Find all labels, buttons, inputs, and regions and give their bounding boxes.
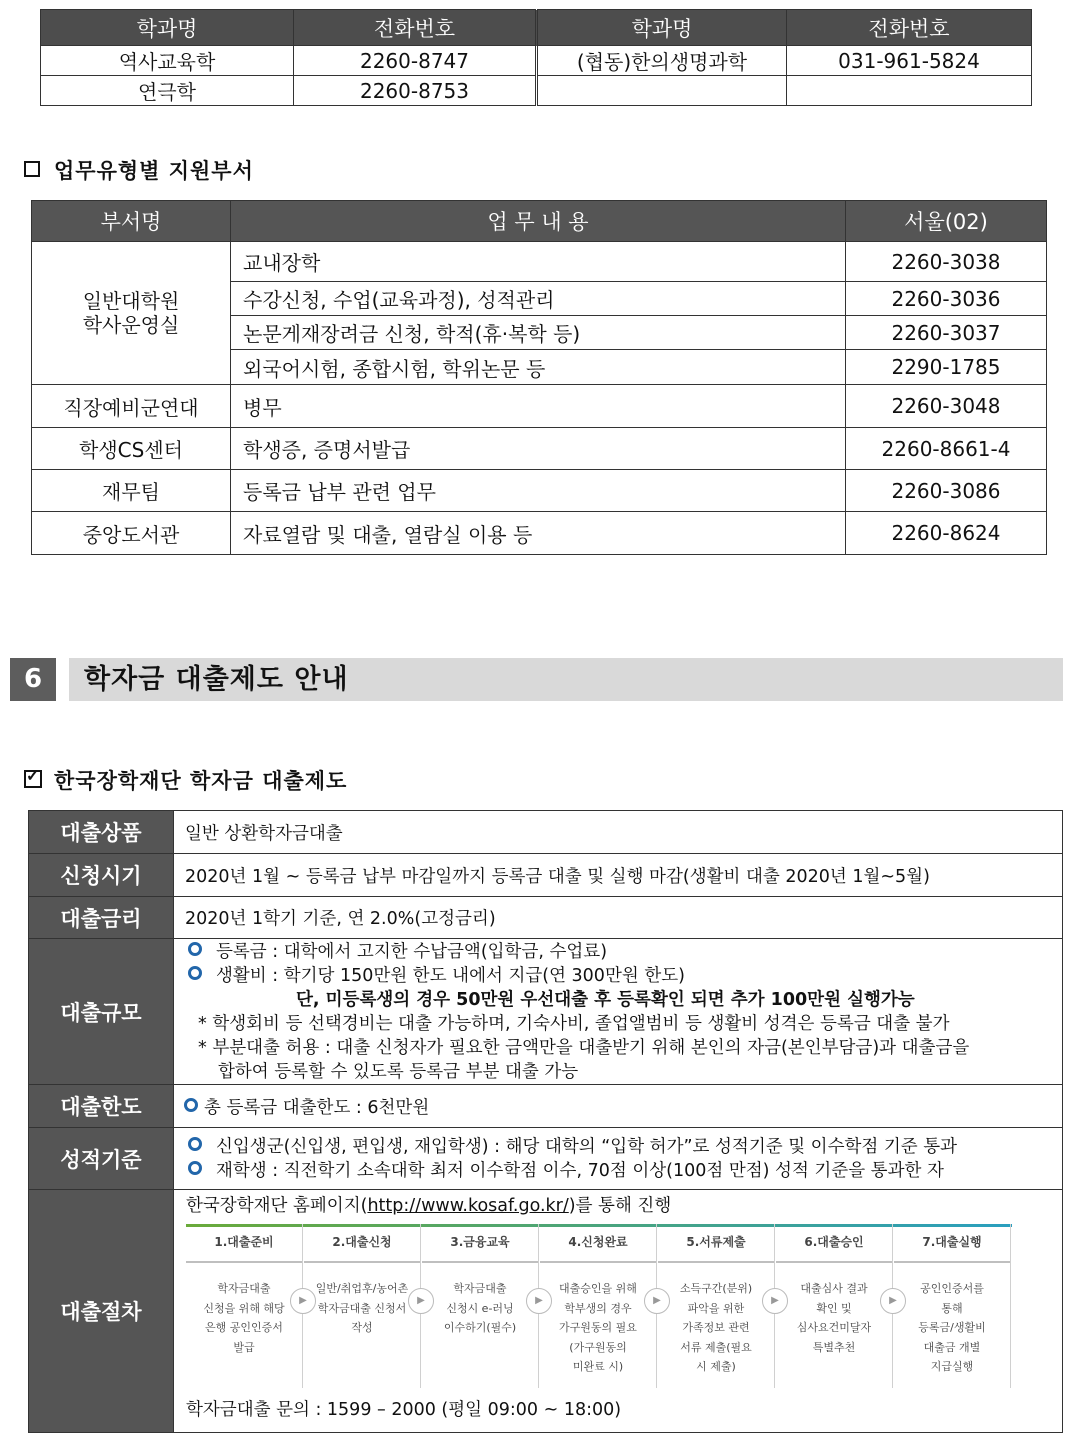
scale-item: 생활비 : 학기당 150만원 한도 내에서 지급(연 300만원 한도) [216, 965, 685, 986]
step-description [540, 1263, 656, 1377]
circle-bullet-icon [184, 1098, 198, 1112]
phone-number: 2260-3086 [846, 470, 1047, 512]
dept-name: 일반대학원 학사운영실 [32, 242, 231, 385]
step-line: 파악을 위한 [687, 1301, 745, 1315]
task: 논문게재장려금 신청, 학적(휴·복학 등) [231, 316, 846, 350]
table-row [29, 854, 1063, 897]
section-number: 6 [10, 658, 56, 701]
square-bullet-icon [24, 161, 40, 177]
play-arrow-icon: ▶ [526, 1288, 552, 1314]
table-row [32, 512, 1047, 555]
department-phone-table [40, 9, 1032, 106]
step-line: 미완료 시) [572, 1360, 624, 1373]
table-row [29, 1085, 1063, 1128]
scale-bold-note: 단, 미등록생의 경우 50만원 우선대출 후 등록확인 되면 추가 100만원 실행가능 [296, 989, 915, 1010]
step-line: 일반/취업후/농어촌 [315, 1282, 409, 1295]
step-line: 작성 [351, 1321, 373, 1334]
scale-note: * 학생회비 등 선택경비는 대출 가능하며, 기숙사비, 졸업앨범비 등 생활비 성격은 등록금 대출 불가 [198, 1013, 950, 1034]
play-arrow-icon: ▶ [290, 1288, 316, 1314]
step-line: 심사요건미달자 [796, 1321, 872, 1334]
task: 수강신청, 수업(교육과정), 성적관리 [231, 282, 846, 316]
step-description [894, 1263, 1010, 1377]
step-line: 대출승인을 위해 [559, 1282, 637, 1295]
table-row [41, 46, 1032, 76]
task: 병무 [231, 385, 846, 428]
step-title: 4.신청완료 [540, 1224, 656, 1263]
loan-section-heading [24, 765, 347, 795]
kosaf-link[interactable]: http://www.kosaf.go.kr/ [367, 1196, 569, 1216]
row-label: 대출규모 [29, 939, 174, 1085]
loan-period: 2020년 1월 ~ 등록금 납부 마감일까지 등록금 대출 및 실행 마감(생활비 대출 2020년 1월~5월) [174, 854, 1063, 897]
phone-number [787, 76, 1032, 106]
task: 교내장학 [231, 242, 846, 282]
step-title: 2.대출신청 [304, 1224, 420, 1263]
support-section-heading [24, 155, 254, 185]
row-label: 성적기준 [29, 1128, 174, 1190]
step-title: 3.금융교육 [422, 1224, 538, 1263]
dept-name: 학생CS센터 [32, 428, 231, 470]
phone-number: 031-961-5824 [787, 46, 1032, 76]
dept-name: (협동)한의생명과학 [537, 46, 787, 76]
step-line: (가구원동의 [569, 1340, 627, 1354]
phone-number: 2260-8624 [846, 512, 1047, 555]
table-row [32, 428, 1047, 470]
step-line: 서류 제출(필요 [680, 1340, 752, 1354]
step-line: 등록금/생활비 [918, 1321, 986, 1334]
step-line: 대출금 개별 [923, 1340, 981, 1354]
support-section-title: 업무유형별 지원부서 [54, 158, 254, 183]
step-line: 시 제출) [696, 1360, 736, 1373]
procedure-step [894, 1224, 1011, 1388]
circle-bullet-icon [188, 966, 202, 980]
scale-note: 합하여 등록할 수 있도록 등록금 부분 대출 가능 [218, 1061, 579, 1082]
procedure-intro: 한국장학재단 홈페이지(http://www.kosaf.go.kr/)를 통해 진행 [186, 1196, 672, 1216]
table-row [32, 470, 1047, 512]
loan-rate: 2020년 1학기 기준, 연 2.0%(고정금리) [174, 897, 1063, 939]
table-row [29, 1128, 1063, 1190]
loan-product: 일반 상환학자금대출 [174, 811, 1063, 854]
procedure-step [540, 1224, 657, 1388]
phone-number: 2260-8753 [294, 76, 537, 106]
support-dept-table [31, 200, 1047, 555]
checkbox-checked-icon [24, 770, 42, 788]
table-row [29, 897, 1063, 939]
loan-info-table [28, 810, 1063, 1433]
step-line: 신청을 위해 해당 [203, 1301, 285, 1315]
dept-name [537, 76, 787, 106]
col-header: 서울(02) [846, 201, 1047, 242]
phone-number: 2290-1785 [846, 350, 1047, 385]
loan-limit: 총 등록금 대출한도 : 6천만원 [174, 1085, 1063, 1128]
dept-name: 연극학 [41, 76, 294, 106]
row-label: 신청시기 [29, 854, 174, 897]
row-label: 대출한도 [29, 1085, 174, 1128]
row-label: 대출상품 [29, 811, 174, 854]
col-header: 학과명 [537, 10, 787, 46]
dept-name: 중앙도서관 [32, 512, 231, 555]
scale-item: 등록금 : 대학에서 고지한 수납금액(입학금, 수업료) [216, 941, 608, 962]
table-row [29, 811, 1063, 854]
col-header: 전화번호 [294, 10, 537, 46]
section-title: 학자금 대출제도 안내 [84, 664, 349, 695]
dept-name: 역사교육학 [41, 46, 294, 76]
step-description [422, 1263, 538, 1338]
table-row [32, 242, 1047, 282]
task: 자료열람 및 대출, 열람실 이용 등 [231, 512, 846, 555]
circle-bullet-icon [188, 942, 202, 956]
table-row [32, 385, 1047, 428]
task: 등록금 납부 관련 업무 [231, 470, 846, 512]
phone-number: 2260-3037 [846, 316, 1047, 350]
col-header: 전화번호 [787, 10, 1032, 46]
dept-name: 재무팀 [32, 470, 231, 512]
dept-name: 직장예비군연대 [32, 385, 231, 428]
loan-section-title: 한국장학재단 학자금 대출제도 [54, 768, 348, 793]
loan-grade [174, 1128, 1063, 1190]
step-description [776, 1263, 892, 1357]
play-arrow-icon: ▶ [408, 1288, 434, 1314]
table-row [29, 939, 1063, 1085]
step-line: 학자금대출 [453, 1282, 507, 1295]
procedure-step [422, 1224, 539, 1388]
loan-scale [174, 939, 1063, 1085]
step-line: 은행 공인인증서 [205, 1321, 283, 1334]
step-line: 학자금대출 신청서 [317, 1301, 407, 1315]
loan-inquiry: 학자금대출 문의 : 1599 – 2000 (평일 09:00 ~ 18:00) [186, 1400, 622, 1420]
step-line: 가족정보 관련 [682, 1321, 750, 1334]
step-line: 신청시 e-러닝 [446, 1301, 514, 1315]
phone-number: 2260-8747 [294, 46, 537, 76]
grade-item: 신입생군(신입생, 편입생, 재입학생) : 해당 대학의 “입학 허가”로 성적기준 및 이수학점 기준 통과 [216, 1136, 958, 1157]
procedure-step [658, 1224, 775, 1388]
circle-bullet-icon [188, 1137, 202, 1151]
phone-number: 2260-8661-4 [846, 428, 1047, 470]
step-title: 5.서류제출 [658, 1224, 774, 1263]
circle-bullet-icon [188, 1161, 202, 1175]
procedure-steps [186, 1224, 1012, 1392]
step-description [304, 1263, 420, 1338]
step-line: 가구원동의 필요 [559, 1321, 637, 1334]
step-line: 이수하기(필수) [443, 1321, 517, 1334]
step-line: 확인 및 [816, 1301, 852, 1315]
row-label: 대출절차 [29, 1190, 174, 1433]
procedure-step [304, 1224, 421, 1388]
step-title: 6.대출승인 [776, 1224, 892, 1263]
phone-number: 2260-3036 [846, 282, 1047, 316]
play-arrow-icon: ▶ [880, 1288, 906, 1314]
phone-number: 2260-3048 [846, 385, 1047, 428]
col-header: 학과명 [41, 10, 294, 46]
step-line: 학자금대출 [217, 1282, 271, 1295]
step-description [186, 1263, 302, 1357]
step-title: 1.대출준비 [186, 1224, 302, 1263]
col-header: 업 무 내 용 [231, 201, 846, 242]
step-line: 소득구간(분위) [679, 1282, 753, 1295]
step-title: 7.대출실행 [894, 1224, 1010, 1263]
task: 외국어시험, 종합시험, 학위논문 등 [231, 350, 846, 385]
step-line: 특별추천 [812, 1340, 856, 1354]
row-label: 대출금리 [29, 897, 174, 939]
play-arrow-icon: ▶ [644, 1288, 670, 1314]
scale-note: * 부분대출 허용 : 대출 신청자가 필요한 금액만을 대출받기 위해 본인의 자금(본인부담금)과 대출금을 [198, 1037, 970, 1058]
step-line: 발급 [233, 1340, 255, 1354]
step-line: 통해 [941, 1301, 963, 1315]
step-line: 대출심사 결과 [800, 1282, 868, 1295]
col-header: 부서명 [32, 201, 231, 242]
task: 학생증, 증명서발급 [231, 428, 846, 470]
table-row [41, 76, 1032, 106]
procedure-step [186, 1224, 303, 1388]
play-arrow-icon: ▶ [762, 1288, 788, 1314]
loan-procedure [174, 1190, 1063, 1433]
procedure-step [776, 1224, 893, 1388]
phone-number: 2260-3038 [846, 242, 1047, 282]
grade-item: 재학생 : 직전학기 소속대학 최저 이수학점 이수, 70점 이상(100점 만점) 성적 기준을 통과한 자 [216, 1160, 944, 1181]
step-line: 지급실행 [930, 1360, 974, 1373]
table-row [29, 1190, 1063, 1433]
step-line: 학부생의 경우 [564, 1301, 632, 1315]
step-line: 공인인증서를 [920, 1282, 984, 1295]
step-description [658, 1263, 774, 1377]
